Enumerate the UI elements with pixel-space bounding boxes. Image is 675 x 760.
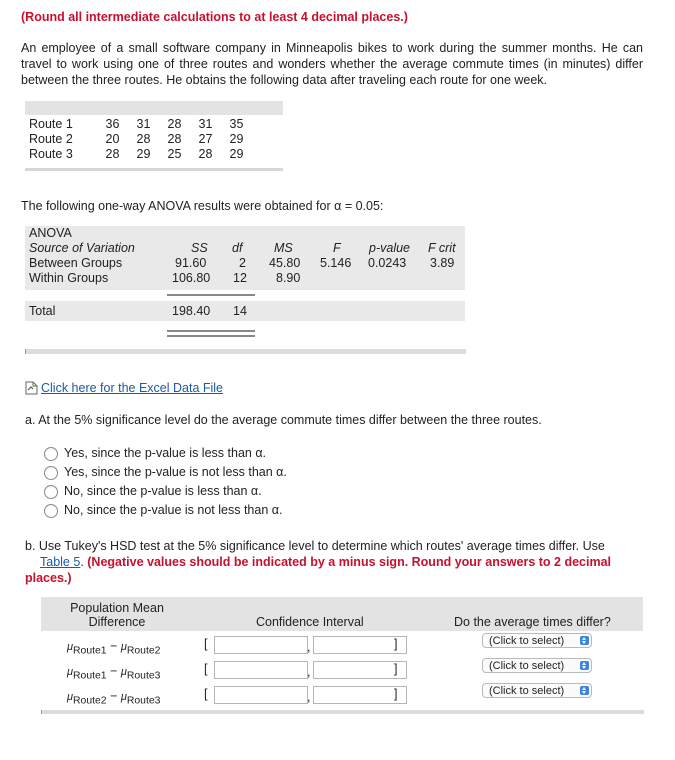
total-rule (167, 294, 255, 296)
radio-button[interactable] (44, 447, 58, 461)
bracket-close: ] (394, 687, 398, 701)
differ-select[interactable]: (Click to select) (482, 683, 592, 698)
total-df: 14 (233, 304, 247, 318)
route-value: 31 (198, 117, 213, 131)
ci-lower-input[interactable] (214, 636, 311, 654)
radio-button[interactable] (44, 485, 58, 499)
select-arrow-icon (580, 636, 589, 645)
anova-footer-bar (25, 349, 466, 354)
within-label: Within Groups (29, 271, 109, 285)
route-value: 27 (198, 132, 213, 146)
col-differ: Do the average times differ? (454, 615, 611, 629)
route-value: 28 (136, 132, 151, 146)
hdr-ms: MS (274, 241, 293, 255)
table-header-bar (25, 101, 283, 115)
option-a-1[interactable]: Yes, since the p-value is less than α. (44, 445, 266, 462)
option-a-3[interactable]: No, since the p-value is less than α. (44, 483, 262, 500)
select-arrow-icon (580, 686, 589, 695)
col-confidence-interval: Confidence Interval (256, 615, 364, 629)
file-icon (25, 381, 38, 395)
radio-button[interactable] (44, 466, 58, 480)
ci-lower-input[interactable] (214, 686, 311, 704)
hdr-ss: SS (191, 241, 208, 255)
col-pop-mean: Population Mean (70, 601, 164, 615)
question-b-note: (Negative values should be indicated by a minus sign. Round your answers to 2 decimal places.) (25, 555, 612, 585)
route-value: 29 (229, 147, 244, 161)
table-footer-bar (25, 168, 283, 171)
question-b: b. Use Tukey's HSD test at the 5% significance level to determine which routes' average times differ. Use Table 5. (Negative values should be indicated by a minus sign. Round your answers to 2 decimal places.) (25, 539, 612, 585)
ci-upper-input[interactable] (313, 636, 407, 654)
differ-select[interactable]: (Click to select) (482, 658, 592, 673)
route-value: 31 (136, 117, 151, 131)
tukey-table (41, 597, 643, 715)
ci-comma: , (307, 665, 311, 679)
select-arrow-icon (580, 661, 589, 670)
between-pvalue: 0.0243 (368, 256, 407, 270)
total-label: Total (29, 304, 56, 318)
route-value: 25 (167, 147, 182, 161)
radio-button[interactable] (44, 504, 58, 518)
route-label: Route 1 (29, 117, 73, 131)
ci-upper-input[interactable] (313, 686, 407, 704)
route-value: 29 (229, 132, 244, 146)
hdr-df: df (232, 241, 243, 255)
route-value: 28 (167, 117, 182, 131)
route-data-table (25, 101, 283, 174)
ci-upper-input[interactable] (313, 661, 407, 679)
hdr-source: Source of Variation (29, 241, 135, 255)
within-df: 12 (233, 271, 247, 285)
total-double-rule-2 (167, 335, 255, 337)
route-label: Route 3 (29, 147, 73, 161)
route-row (29, 117, 283, 132)
route-value: 36 (105, 117, 120, 131)
rounding-note: (Round all intermediate calculations to at least 4 decimal places.) (21, 10, 408, 24)
bracket-open: [ (204, 687, 208, 701)
problem-intro: An employee of a small software company in Minneapolis bikes to work during the summer months. He can travel to work using one of three routes and wonders whether the average commute times (in minutes) differ between the three routes. He obtains the following data after traveling each route for one week. (21, 41, 643, 87)
route-value: 28 (198, 147, 213, 161)
table5-link[interactable]: Table 5 (40, 555, 81, 569)
route-value: 29 (136, 147, 151, 161)
tukey-footer-bar (41, 710, 644, 714)
differ-select[interactable]: (Click to select) (482, 633, 592, 648)
route-row (29, 147, 283, 162)
mean-difference-label: $\mu_{Route1} - \mu_{Route3}$ (67, 664, 161, 682)
bracket-open: [ (204, 637, 208, 651)
mean-difference-label: $\mu_{Route2} - \mu_{Route3}$ (67, 689, 161, 707)
hdr-f: F (333, 241, 341, 255)
between-f: 5.146 (320, 256, 352, 270)
total-double-rule-1 (167, 330, 255, 332)
within-ss: 106.80 (172, 271, 211, 285)
route-row (29, 132, 283, 147)
bracket-close: ] (394, 662, 398, 676)
option-a-4[interactable]: No, since the p-value is not less than α. (44, 502, 282, 519)
route-value: 20 (105, 132, 120, 146)
route-value: 28 (167, 132, 182, 146)
question-a: a. At the 5% significance level do the average commute times differ between the three routes. (25, 413, 542, 427)
between-df: 2 (239, 256, 246, 270)
route-value: 28 (105, 147, 120, 161)
excel-link-text[interactable]: Click here for the Excel Data File (41, 381, 224, 395)
hdr-pvalue: p-value (369, 241, 410, 255)
mean-difference-label: $\mu_{Route1} - \mu_{Route2}$ (67, 639, 161, 657)
route-value: 35 (229, 117, 244, 131)
bracket-close: ] (394, 637, 398, 651)
anova-table (25, 226, 465, 318)
between-label: Between Groups (29, 256, 123, 270)
ci-comma: , (307, 690, 311, 704)
hdr-fcrit: F crit (428, 241, 456, 255)
ci-lower-input[interactable] (214, 661, 311, 679)
between-ss: 91.60 (175, 256, 207, 270)
between-ms: 45.80 (269, 256, 301, 270)
between-fcrit: 3.89 (430, 256, 455, 270)
within-ms: 8.90 (276, 271, 301, 285)
col-difference: Difference (88, 615, 146, 629)
option-a-2[interactable]: Yes, since the p-value is not less than α. (44, 464, 287, 481)
anova-title: ANOVA (29, 226, 72, 240)
bracket-open: [ (204, 662, 208, 676)
excel-link[interactable] (25, 381, 223, 395)
anova-intro: The following one-way ANOVA results were obtained for α = 0.05: (21, 199, 384, 213)
total-ss: 198.40 (172, 304, 211, 318)
route-label: Route 2 (29, 132, 73, 146)
ci-comma: , (307, 640, 311, 654)
